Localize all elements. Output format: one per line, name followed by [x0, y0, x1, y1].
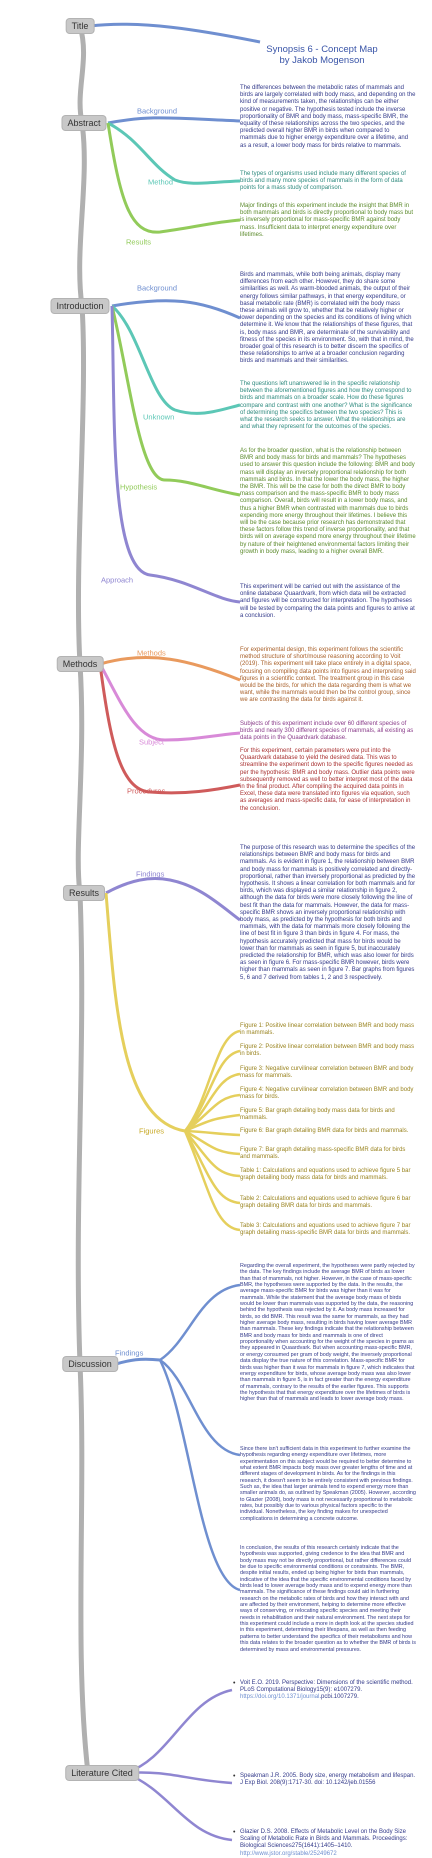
text-intro-background: Birds and mammals, while both being animals, display many differences from each other. However, they do share some similarities as well. As warm-blooded animals, the output of their energy follows similar pathways, in that energy expenditure, or basal metabolic rate (BMR) is correlated with the body mass these animals will grow to, whether that be relatively higher or lower depending on the species and its conditions of living which determine it. We know that the relationships of these figures, that is, body mass and BMR, are determinate of the survivability and fitness of the species in its environment. So, with that in mind, the broader goal of this research is to better discern the specifics of these relationships to arrive at a broader conclusion regarding birds and mammals and their similarities.: [240, 272, 414, 365]
map-title-line2: by Jakob Mogenson: [279, 55, 365, 66]
citation-item: [240, 1773, 416, 1787]
label-abstract-results: Results: [126, 237, 152, 247]
citation-tail: .pcbi.1007279.: [319, 1694, 359, 1701]
text-discussion-3: In conclusion, the results of this research certainly indicate that the hypothesis was supported, giving credence to the idea that BMR and body mass may not be directly proportional, but rather differences could be due to specific environmental conditions or constraints. The BMR, despite initial results, ended up being higher for birds than mammals, indicative of the idea that the specific environmental conditions faced by birds lead to lower average body mass and to expend energy more than mammals. The significance of these findings could aid in furthering research on the metabolic rates of birds and how they interact with and are affected by their environment, helping to determine more effective ways of conserving, or relocating specific species and meeting their needs in rehabilitation and their natural environment. The next steps for this experiment could include a more in depth look at the species studied in this experiment, determining their lifespans, as well as then feeding patterns to better understand the specifics of their metabolisms and how this data relates to the broader question as to whether the BMR of birds is determined by mass and environmental pressures.: [240, 1545, 416, 1653]
node-results[interactable]: Results: [64, 886, 104, 900]
node-abstract[interactable]: Abstract: [62, 116, 105, 130]
label-intro-background: Background: [137, 283, 178, 293]
bullet-icon: •: [233, 1680, 236, 1687]
abstract-results-connector: [108, 123, 240, 232]
node-discussion[interactable]: Discussion: [63, 1357, 117, 1371]
node-literature-cited[interactable]: Literature Cited: [66, 1766, 138, 1780]
text-discussion-1: Regarding the overall experiment, the hypotheses were partly rejected by the data. The key findings include the average BMR of birds as lower than that of mammals, not higher. However, in the case of mass-specific BMR, the hypotheses were supported by the data. In the results, the average mass-specific BMR for birds was higher than it was for mammals. While the statement that the average body mass of birds would be lower than mammals was supported by the data, the reasoning behind the hypothesis was rejected by it. As body mass increased for birds, so did BMR. This result was the same for mammals, as they had higher average body mass, resulting in birds having lower average BMR than mammals. These key findings indicate that the relationship between BMR and body mass for birds and mammals is one of direct proportionality when accounting for the weight of the species in grams as they appeared in Quaardvark. But when accounting mass-specific BMR, or energy consumed per gram of body weight, the inversely proportional data display the true nature of this correlation. Mass-specific BMR for birds was higher than it was for mammals in figure 7, which indicates that energy expenditure for birds, whose average body mass was also lower than mammals in figure 5, is in fact greater than the energy expenditure of mammals, contrary to the results of the earlier figures. This supports the hypothesis that that energy expenditure over the lifetimes of birds is higher than that of mammals and leads to lower average body mass.: [240, 1263, 415, 1403]
abstract-method-connector: [108, 123, 240, 183]
discussion-connectors: [160, 1285, 240, 1590]
citation-text: Speakman J.R. 2005. Body size, energy metabolism and lifespan. J Exp Biol. 208(9):1717-30. doi: 10.1242/jeb.01556: [240, 1773, 416, 1787]
figure-item: Table 1: Calculations and equations used to achieve figure 5 bar graph detailing body mass data for birds and mammals.: [240, 1168, 411, 1182]
results-findings-connector: [106, 879, 240, 920]
figure-item: Figure 3: Negative curvilinear correlation between BMR and body mass for mammals.: [240, 1066, 414, 1080]
methods-subject-connector: [100, 664, 240, 740]
text-intro-approach: This experiment will be carried out with the assistance of the online database Quaardvark, from which data will be extracted and figures will be constructed for interpretation. The hypotheses will be tested by comparing the data points and figures to arrive at a conclusion.: [240, 584, 415, 619]
bullet-icon: •: [233, 1773, 236, 1780]
text-abstract-background: The differences between the metabolic rates of mammals and birds are largely correlated with body mass, and depending on the kind of measurements taken, the relationships can be either positive or negative. The hypothesis tested include the inverse proportionality of BMR and body mass, mass-specific BMR, the equality of these relationships across the two species, and the predicted overall higher BMR in birds when compared to mammals due to higher energy expenditure over a lifetime, and as a result, a lower body mass for birds relative to mammals.: [240, 85, 416, 149]
figure-item: Figure 4: Negative curvilinear correlation between BMR and body mass for birds.: [240, 1087, 414, 1101]
label-abstract-method: Method: [148, 177, 174, 187]
citation-item: [240, 1829, 416, 1858]
citation-link[interactable]: https://doi.org/10.1371/journal: [240, 1694, 320, 1701]
figure-item: Figure 2: Positive linear correlation between BMR and body mass in birds.: [240, 1044, 415, 1058]
methods-methods-connector: [100, 657, 240, 680]
node-introduction[interactable]: Introduction: [51, 299, 108, 313]
label-methods-subject: Subject: [139, 737, 165, 747]
label-results-findings: Findings: [136, 869, 165, 879]
label-intro-unknown: Unknown: [143, 412, 175, 422]
intro-background-connector: [112, 301, 240, 318]
text-results-findings: The purpose of this research was to determine the specifics of the relationships between BMR and body mass for birds and mammals. As is evident in figure 1, the relationship between BMR and body mass for mammals is positively correlated and directly-proportional, rather than inversely proportional as predicted by the hypothesis. It shows a linear correlation for both mammals and for birds, which was displayed a similar relationship in figure 2, although the data for birds were more closely following the line of best fit than the data for mammals. However, the data for mass-specific BMR shows an inversely proportional relationship with body mass, as predicted by the hypothesis for both birds and mammals, with the data for mammals more closely following the line of best fit in figure 3 than birds in figure 4. For mass, the hypothesis accurately predicted that mass for birds would be lower than for mammals as seen in figure 5, but inaccurately predicted the relationship for BMR, which was also lower for birds as seen in figure 6. For mass-specific BMR however, birds were higher than mammals as seen in figure 7. Bar graphs from figures 5, 6 and 7 derived from tables 1, 2 and 3 respectively.: [240, 845, 416, 981]
label-methods-methods: Methods: [137, 648, 166, 658]
text-methods-methods: For experimental design, this experiment follows the scientific method structure of short/mouse reasoning according to Voit (2019). This experiment will take place entirely in a digital space, focusing on compiling data points into figures and interpreting said figures in a scientific context. The treatment group in this case would be the birds, for which the data regarding them is what we want, while the mammals would then be the control group, since we are contrasting the data for birds against it.: [240, 647, 416, 704]
methods-procedures-connector: [100, 664, 240, 793]
text-abstract-method: The types of organisms used include many different species of birds and many more species of mammals in the form of data points for a mass study of comparison.: [240, 171, 406, 192]
label-discussion-findings: Findings: [115, 1348, 144, 1358]
figure-item: Figure 1: Positive linear correlation between BMR and body mass in mammals.: [240, 1023, 415, 1037]
label-methods-procedures: Procedures: [127, 786, 166, 796]
literature-connectors: [125, 1690, 232, 1840]
figure-item: Table 3: Calculations and equations used to achieve figure 7 bar graph detailing mass-specific BMR data for birds and mammals.: [240, 1223, 411, 1237]
figure-connectors: [185, 1031, 240, 1230]
text-methods-procedures: For this experiment, certain parameters were put into the Quaardvark database to yield the desired data. This was to streamline the experiment down to the specific figures needed as per the hypothesis: BMR and body mass. Outlier data points were subsequently removed as well to better interpret most of the data in the final product. After compiling the acquired data points in Excel, these data were translated into figures via equation, such as averages and mass-specific data, for ease of interpretation in the conclusion.: [240, 748, 415, 812]
text-methods-subject: Subjects of this experiment include over 60 different species of birds and nearly 300 different species of mammals, all existing as data points in the Quaardvark database.: [240, 721, 414, 742]
figure-item: Figure 5: Bar graph detailing body mass data for birds and mammals.: [240, 1108, 395, 1122]
label-intro-hypothesis: Hypothesis: [120, 482, 158, 492]
label-abstract-background: Background: [137, 106, 178, 116]
figure-item: Figure 6: Bar graph detailing BMR data for birds and mammals.: [240, 1128, 409, 1134]
map-title: [232, 44, 412, 66]
intro-approach-connector: [112, 306, 240, 602]
text-abstract-results: Major findings of this experiment include the insight that BMR in both mammals and birds is directly proportional to body mass but is inversely proportional for mass-specific BMR against body mass. Insufficient data to interpret energy expenditure over lifetimes.: [240, 203, 414, 238]
label-results-figures: Figures: [139, 1126, 165, 1136]
text-intro-unknown: The questions left unanswered lie in the specific relationship between the aforementioned figures and how they correspond to birds and mammals on a broader scale. How do these figures compare and contrast with one another? What is the significance of determining the specifics between the two species? This is what the research seeks to answer. What the relationships are and what they represent for the outcomes of the species.: [240, 381, 413, 431]
discussion-findings-connector: [116, 1359, 160, 1364]
node-methods[interactable]: Methods: [58, 657, 103, 671]
citation-item: [240, 1680, 416, 1702]
map-title-line1: Synopsis 6 - Concept Map: [266, 44, 378, 55]
title-connector: [90, 24, 260, 42]
bullet-icon: •: [233, 1829, 236, 1836]
figure-item: Figure 7: Bar graph detailing mass-specific BMR data for birds and mammals.: [240, 1147, 406, 1161]
citation-text: Voit E.O. 2019. Perspective: Dimensions of the scientific method. PLoS Computational Biology15(9): e1007279.: [240, 1680, 413, 1694]
text-intro-hypothesis: As for the broader question, what is the relationship between BMR and body mass for birds and mammals? The hypotheses used to answer this question include the following: BMR and body mass will display an inversely proportional relationship for both mammals and birds. In that the lower the body mass, the higher the BMR. This will be the case for both the direct BMR to body mass comparison and the mass-specific BMR to body mass comparison. Overall, birds will result in a lower body mass, and thus a higher BMR when contrasted with mammals due to birds expending more energy throughout their lifetimes. I believe this will be the case because prior research has demonstrated that these factors follow this trend of inverse proportionality, and that birds will on average expend more energy throughout their lifetime by nature of their heightened environmental factors limiting their growth in body mass, leading to a higher overall BMR.: [240, 448, 416, 555]
citation-link[interactable]: http://www.jstor.org/stable/25249672: [240, 1850, 337, 1857]
figure-item: Table 2: Calculations and equations used to achieve figure 6 bar graph detailing BMR data for birds and mammals.: [240, 1196, 411, 1210]
text-discussion-2: Since there isn't sufficient data in this experiment to further examine the hypothesis regarding energy expenditure over lifetimes, more experimentation on this subject would be required to better determine to what extent BMR impacts body mass over greater lengths of time and at different stages of development in birds. As for the findings in this research, it doesn't seem to be entirely consistent with previous findings. Such as, the idea that larger animals tend to expend energy more than smaller animals do, as outlined by Speakman (2005). However, according to Glazier (2008), body mass is not necessarily proportional to metabolic rates, but possibly due to various physical factors specific to the individual. Nonetheless, the key finding makes for unexpected complications in determining a concrete outcome.: [240, 1446, 416, 1522]
node-title[interactable]: Title: [67, 19, 94, 33]
results-figures-connector: [106, 893, 185, 1131]
label-intro-approach: Approach: [101, 575, 134, 585]
abstract-background-connector: [108, 118, 240, 123]
citation-text: Glazier D.S. 2008. Effects of Metabolic Level on the Body Size Scaling of Metabolic Rate in Birds and Mammals. Proceedings: Biological Sciences275(1641):1405–1410.: [240, 1829, 408, 1850]
